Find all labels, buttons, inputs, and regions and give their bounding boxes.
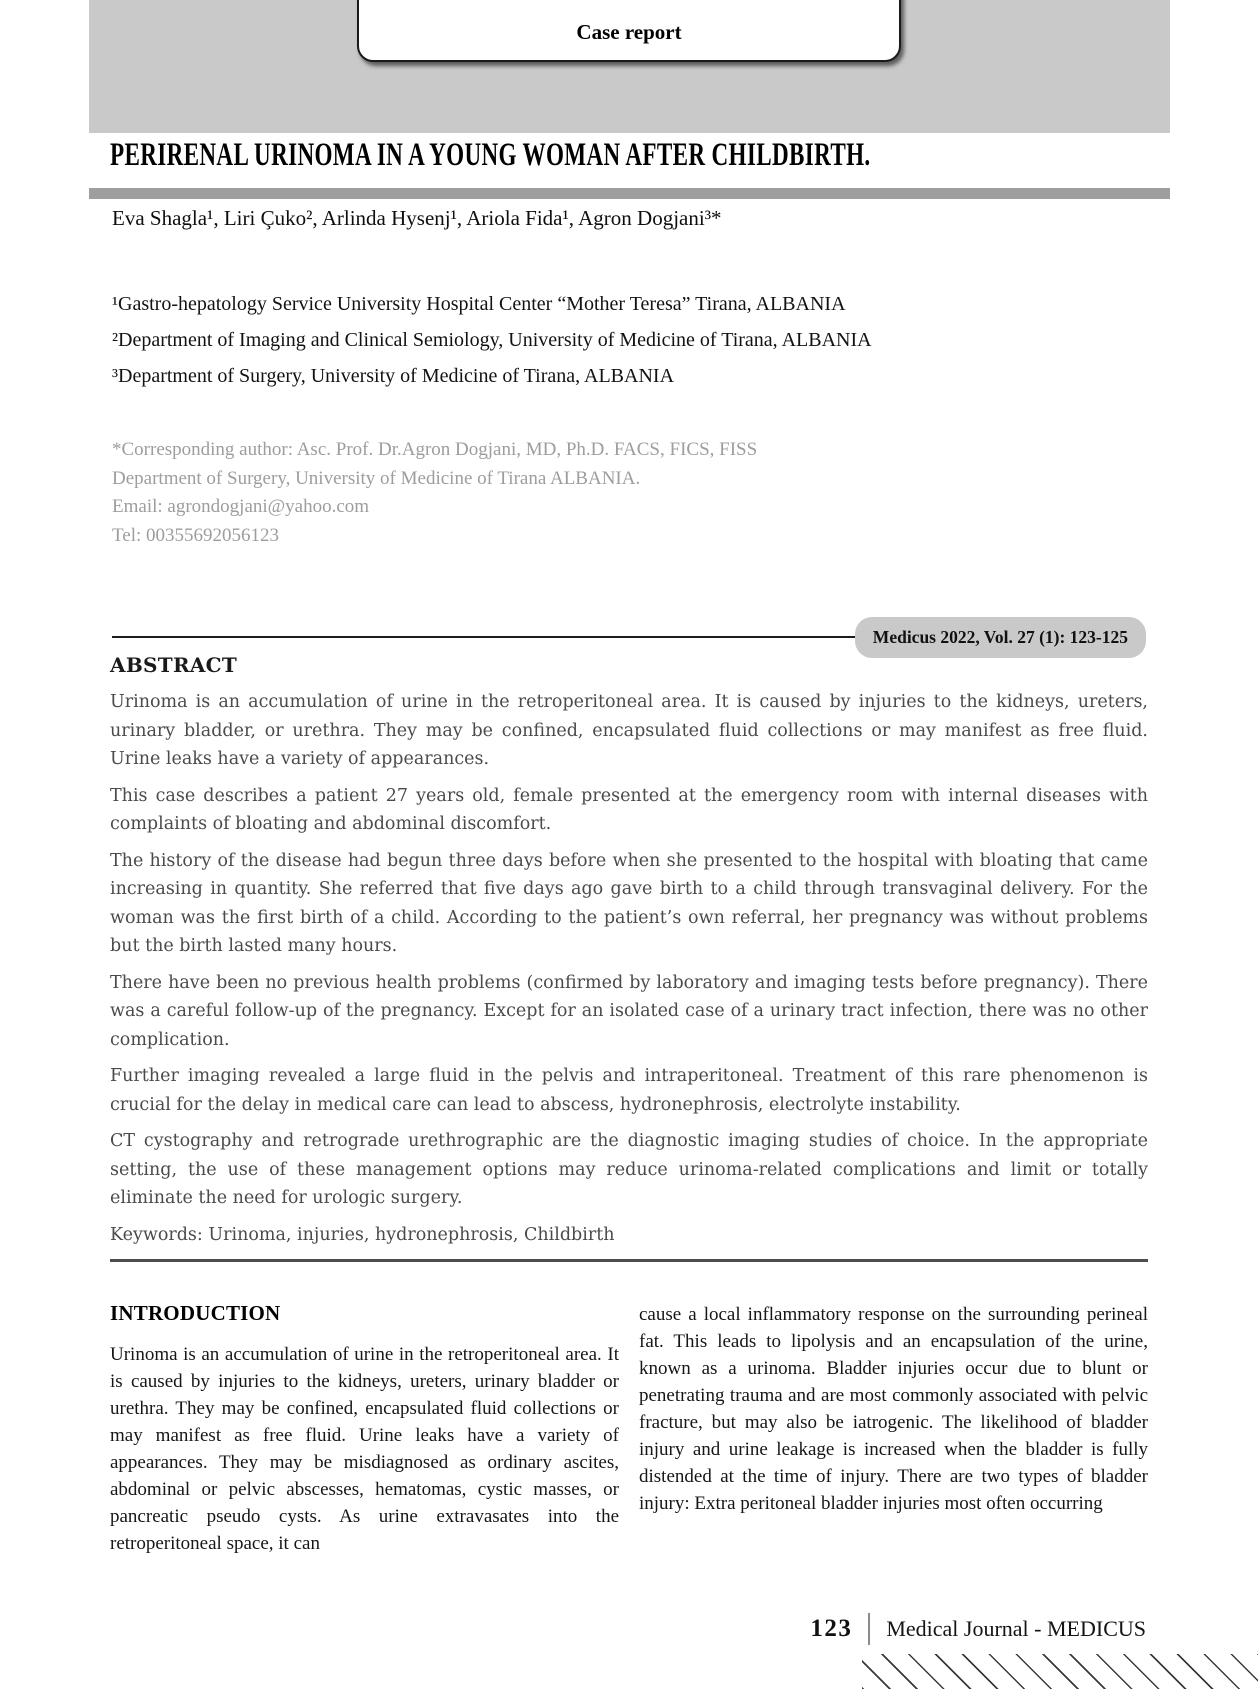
corresponding-author-block bbox=[112, 436, 757, 550]
page-footer bbox=[810, 1613, 1146, 1645]
abstract-paragraph-6: CT cystography and retrograde urethrographic are the diagnostic imaging studies of choice. In the appropriate setting, the use of these management options may reduce urinoma-related complications and limit or totally eliminate the need for urologic surgery. bbox=[110, 1131, 1148, 1208]
section-divider bbox=[110, 1259, 1148, 1262]
affiliation-1: ¹Gastro-hepatology Service University Hospital Center “Mother Teresa” Tirana, ALBANIA bbox=[112, 293, 846, 315]
corresponding-line-2: Department of Surgery, University of Medicine of Tirana ALBANIA. bbox=[112, 467, 641, 489]
footer-separator bbox=[868, 1613, 870, 1645]
introduction-right-text: cause a local inflammatory response on the surrounding perineal fat. This leads to lipolysis and an encapsulation of the urine, known as a urinoma. Bladder injuries occur due to blunt or penetrating trauma and are most commonly associated with pelvic fracture, but may also be iatrogenic. The likelihood of bladder injury and urine leakage is increased when the bladder is fully distended at the time of injury. There are two types of bladder injury: Extra peritoneal bladder injuries most often occurring bbox=[639, 1304, 1148, 1514]
corresponding-line-1: *Corresponding author: Asc. Prof. Dr.Agron Dogjani, MD, Ph.D. FACS, FICS, FISS bbox=[112, 439, 758, 460]
introduction-left-text: Urinoma is an accumulation of urine in the retroperitoneal area. It is caused by injuries to the kidneys, ureters, urinary bladder or urethra. They may be confined, encapsulated fluid collections or may manifest as free fluid. Urine leaks have a variety of appearances. They may be misdiagnosed as ordinary ascites, abdominal or pelvic abscesses, hematomas, cystic masses, or pancreatic pseudo cysts. As urine extravasates into the retroperitoneal space, it can bbox=[110, 1344, 619, 1554]
page-number: 123 bbox=[810, 1615, 853, 1642]
introduction-columns bbox=[110, 1301, 1148, 1557]
citation-badge: Medicus 2022, Vol. 27 (1): 123-125 bbox=[855, 617, 1146, 658]
abstract-heading: ABSTRACT bbox=[110, 653, 238, 677]
affiliations-block bbox=[112, 286, 872, 394]
abstract-body bbox=[110, 688, 1148, 1249]
affiliation-3: ³Department of Surgery, University of Medicine of Tirana, ALBANIA bbox=[112, 365, 675, 387]
authors-line: Eva Shagla¹, Liri Çuko², Arlinda Hysenj¹, Ariola Fida¹, Agron Dogjani³* bbox=[112, 206, 722, 230]
corresponding-email: Email: agrondogjani@yahoo.com bbox=[112, 496, 370, 517]
article-title: PERIRENAL URINOMA IN A YOUNG WOMAN AFTER CHILDBIRTH. bbox=[110, 137, 871, 173]
corner-hatch-pattern bbox=[862, 1654, 1258, 1689]
abstract-paragraph-4: There have been no previous health problems (confirmed by laboratory and imaging tests before pregnancy). There was a careful follow-up of the pregnancy. Except for an isolated case of a urinary tract infection, there was no other complication. bbox=[110, 972, 1148, 1050]
introduction-heading: INTRODUCTION bbox=[110, 1301, 281, 1325]
abstract-paragraph-5: Further imaging revealed a large fluid in the pelvis and intraperitoneal. Treatment of this rare phenomenon is crucial for the delay in medical care can lead to abscess, hydronephrosis, electrolyte instability. bbox=[110, 1066, 1148, 1115]
journal-name: Medical Journal - MEDICUS bbox=[886, 1616, 1146, 1641]
introduction-right-column bbox=[639, 1301, 1148, 1557]
keywords-line: Keywords: Urinoma, injuries, hydronephrosis, Childbirth bbox=[110, 1224, 615, 1245]
case-report-label: Case report bbox=[576, 19, 682, 44]
abstract-paragraph-1: Urinoma is an accumulation of urine in the retroperitoneal area. It is caused by injuries to the kidneys, ureters, urinary bladder, or urethra. They may be confined, encapsulated fluid collections or may manifest as free fluid. Urine leaks have a variety of appearances. bbox=[110, 692, 1148, 769]
title-underline-bar bbox=[89, 188, 1170, 199]
affiliation-2: ²Department of Imaging and Clinical Semiology, University of Medicine of Tirana, ALBANIA bbox=[112, 329, 872, 351]
introduction-left-column bbox=[110, 1301, 619, 1557]
abstract-paragraph-2: This case describes a patient 27 years old, female presented at the emergency room with internal diseases with complaints of bloating and abdominal discomfort. bbox=[110, 785, 1148, 834]
abstract-paragraph-3: The history of the disease had begun three days before when she presented to the hospital with bloating that came increasing in quantity. She referred that five days ago gave birth to a child through transvaginal delivery. For the woman was the first birth of a child. According to the patient’s own referral, her pregnancy was without problems but the birth lasted many hours. bbox=[110, 850, 1148, 956]
case-report-tag bbox=[357, 0, 901, 62]
citation-rule bbox=[112, 636, 902, 638]
corresponding-tel: Tel: 00355692056123 bbox=[112, 524, 280, 546]
